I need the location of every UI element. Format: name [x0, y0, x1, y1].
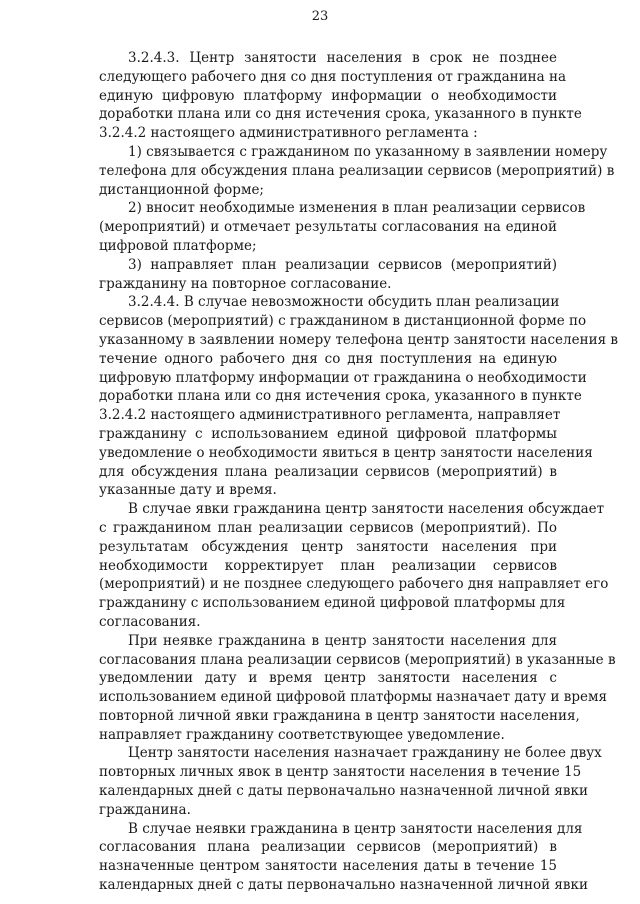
text-line: повторных личных явок в центр занятости населения в течение 15 — [99, 764, 582, 781]
text-line: гражданина. — [99, 801, 191, 818]
text-line: повторной личной явки гражданина в центр занятости населения, — [99, 707, 580, 724]
text-line: 3) направляет план реализации сервисов (мероприятий) — [128, 256, 557, 273]
text-line: 3.2.4.4. В случае невозможности обсудить план реализации — [128, 294, 560, 311]
text-line: указанные дату и время. — [99, 482, 277, 499]
text-line: При неявке гражданина в центр занятости населения для — [128, 632, 557, 649]
text-line: календарных дней с даты первоначально назначенной личной явки — [99, 877, 588, 894]
text-line: доработки плана или со дня истечения срока, указанного в пункте — [99, 106, 582, 123]
text-line: сервисов (мероприятий) с гражданином в дистанционной форме по — [99, 313, 587, 330]
text-line: использованием единой цифровой платформы назначает дату и время — [99, 689, 608, 706]
text-line: 3.2.4.2 настоящего административного регламента : — [99, 125, 478, 142]
text-line: 1) связывается с гражданином по указанному в заявлении номеру — [128, 143, 608, 160]
text-line: для обсуждения плана реализации сервисов (мероприятий) в — [99, 463, 557, 480]
text-line: телефона для обсуждения плана реализации сервисов (мероприятий) в — [99, 162, 615, 179]
text-line: дистанционной форме; — [99, 181, 264, 198]
text-line: 3.2.4.3. Центр занятости населения в срок не позднее — [128, 50, 557, 66]
text-line: (мероприятий) и отмечает результаты согласования на единой — [99, 219, 557, 236]
text-line: единую цифровую платформу информации о необходимости — [99, 87, 557, 104]
text-line: результатам обсуждения центр занятости населения при — [99, 538, 557, 555]
page-number: 23 — [311, 9, 329, 24]
text-line: гражданину с использованием единой цифровой платформы — [99, 425, 557, 442]
text-line: доработки плана или со дня истечения срока, указанного в пункте — [99, 388, 582, 405]
text-line: Центр занятости населения назначает гражданину не более двух — [128, 745, 602, 762]
text-line: 2) вносит необходимые изменения в план реализации сервисов — [128, 200, 586, 217]
text-line: уведомление о необходимости явиться в центр занятости населения — [99, 444, 593, 461]
text-line: согласования плана реализации сервисов (мероприятий) в — [99, 839, 557, 856]
text-line: цифровую платформу информации от гражданина о необходимости — [99, 369, 587, 386]
text-line: гражданину на повторное согласование. — [99, 275, 392, 292]
text-line: течение одного рабочего дня со дня поступления на единую — [99, 350, 557, 367]
text-line: цифровой платформе; — [99, 237, 257, 254]
text-line: уведомлении дату и время центр занятости населения с — [99, 670, 557, 687]
document-body — [99, 49, 618, 895]
text-line: следующего рабочего дня со дня поступления от гражданина на — [99, 68, 567, 85]
text-line: гражданину с использованием единой цифровой платформы для — [99, 595, 566, 612]
text-line: согласования плана реализации сервисов (мероприятий) в указанные в — [99, 651, 616, 668]
text-line: направляет гражданину соответствующее уведомление. — [99, 726, 505, 743]
text-line: календарных дней с даты первоначально назначенной личной явки — [99, 783, 588, 800]
text-line: необходимости корректирует план реализации сервисов — [99, 557, 557, 574]
text-line: с гражданином план реализации сервисов (мероприятий). По — [99, 519, 557, 536]
text-line: В случае неявки гражданина в центр занятости населения для — [128, 820, 583, 837]
text-line: 3.2.4.2 настоящего административного регламента, направляет — [99, 407, 561, 424]
text-line: указанному в заявлении номеру телефона центр занятости населения в — [99, 331, 618, 348]
text-line: В случае явки гражданина центр занятости населения обсуждает — [128, 501, 605, 518]
text-line: назначенные центром занятости населения даты в течение 15 — [99, 858, 557, 875]
text-line: (мероприятий) и не позднее следующего рабочего дня направляет его — [99, 576, 609, 593]
text-line: согласования. — [99, 613, 201, 630]
